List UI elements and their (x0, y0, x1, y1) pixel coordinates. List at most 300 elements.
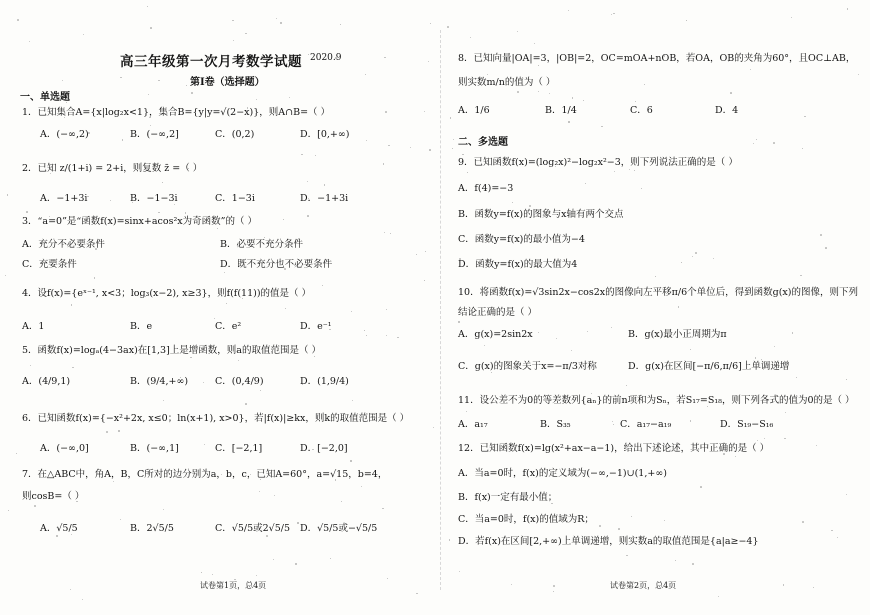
q8-option-c: C．6 (630, 105, 653, 116)
scan-noise-speck (846, 494, 847, 495)
scan-noise-speck (351, 311, 352, 312)
scan-noise-speck (425, 251, 426, 252)
scan-noise-speck (238, 360, 239, 361)
question-3: 3．“a=0”是“函数f(x)=sinx+acos²x为奇函数”的（ ） (22, 216, 258, 227)
scan-noise-speck (71, 304, 72, 305)
q3-option-a: A．充分不必要条件 (22, 239, 105, 250)
scan-noise-speck (314, 356, 315, 357)
scan-noise-speck (735, 456, 737, 458)
scan-noise-speck (385, 111, 387, 113)
scan-noise-speck (158, 212, 160, 214)
scan-noise-speck (245, 33, 246, 34)
scan-noise-speck (678, 306, 680, 308)
scan-noise-speck (549, 93, 550, 94)
scan-noise-speck (72, 367, 73, 368)
scan-noise-speck (384, 232, 385, 233)
q10-option-a: A．g(x)=2sin2x (458, 329, 533, 340)
q9-option-d: D．函数y=f(x)的最大值为4 (458, 259, 578, 270)
scan-noise-speck (553, 585, 555, 587)
scan-noise-speck (110, 200, 111, 201)
q11-option-c: C．a₁₇−a₁₉ (620, 419, 672, 430)
q7-option-d: D．√5/5或−√5/5 (300, 523, 378, 534)
scan-noise-speck (571, 350, 572, 351)
scan-noise-speck (260, 479, 261, 480)
page-divider (440, 30, 441, 590)
question-1: 1．已知集合A={x|log₂x<1}，集合B={y|y=√(2−x)}，则A∩B=（ ） (22, 107, 331, 118)
scan-noise-speck (8, 510, 9, 511)
scan-noise-speck (307, 215, 309, 217)
q2-option-c: C．1−3i (215, 193, 255, 204)
scan-noise-speck (260, 390, 261, 391)
scan-noise-speck (106, 113, 107, 114)
scan-noise-speck (858, 74, 860, 76)
q6-option-d: D．[−2,0] (300, 443, 348, 454)
question-5: 5．函数f(x)=logₐ(4−3ax)在[1,3]上是增函数，则a的取值范围是（ ） (22, 345, 321, 356)
scan-noise-speck (147, 6, 148, 7)
scan-noise-speck (778, 402, 779, 403)
scan-noise-speck (204, 444, 205, 445)
scan-noise-speck (120, 77, 122, 79)
scan-noise-speck (56, 535, 57, 536)
scan-noise-speck (250, 474, 251, 475)
q5-option-a: A．(4/9,1) (22, 376, 71, 387)
scan-noise-speck (64, 117, 65, 118)
scan-noise-speck (7, 194, 9, 196)
scan-noise-speck (106, 431, 108, 433)
scan-noise-speck (66, 102, 67, 103)
q8-option-a: A．1/6 (458, 105, 490, 116)
scan-noise-speck (224, 272, 225, 273)
scan-noise-speck (87, 196, 89, 198)
scan-noise-speck (750, 69, 751, 70)
scan-noise-speck (802, 148, 803, 149)
scan-noise-speck (315, 155, 316, 156)
q12-option-d: D．若f(x)在区间[2,+∞)上单调递增，则实数a的取值范围是{a|a≥−4} (458, 536, 759, 547)
scan-noise-speck (366, 140, 367, 141)
scan-noise-speck (618, 528, 620, 530)
scan-noise-speck (82, 599, 83, 600)
scan-noise-speck (534, 264, 535, 265)
q3-option-b: B．必要不充分条件 (220, 239, 303, 250)
scan-noise-speck (572, 97, 574, 99)
right-page-footer: 试卷第2页，总4页 (610, 581, 677, 590)
question-10: 10．将函数f(x)=√3sin2x−cos2x的图像向左平移π/6个单位后，得到函数g(x)的图像，则下列 (458, 287, 858, 298)
scan-noise-speck (133, 291, 134, 292)
scan-noise-speck (280, 22, 281, 23)
exam-title: 高三年级第一次月考数学试题 (120, 54, 302, 70)
scan-noise-speck (753, 143, 754, 144)
scan-noise-speck (214, 318, 215, 319)
scan-noise-speck (846, 379, 847, 380)
scan-noise-speck (730, 92, 732, 94)
scan-noise-speck (695, 252, 697, 254)
question-12: 12．已知函数f(x)=lg(x²+ax−a−1)，给出下述论述，其中正确的是（ ） (458, 443, 770, 454)
scan-noise-speck (796, 377, 797, 378)
scan-noise-speck (120, 519, 121, 520)
scan-noise-speck (264, 237, 265, 238)
scan-noise-speck (613, 13, 614, 14)
scan-noise-speck (813, 587, 814, 588)
scan-noise-speck (613, 424, 614, 425)
scan-noise-speck (297, 522, 298, 523)
scan-noise-speck (450, 117, 451, 118)
scan-noise-speck (335, 479, 336, 480)
scan-noise-speck (17, 19, 19, 21)
scan-noise-speck (761, 359, 762, 360)
q7-option-a: A．√5/5 (40, 523, 78, 534)
scan-noise-speck (23, 327, 24, 328)
scan-noise-speck (429, 149, 431, 151)
scan-noise-speck (330, 558, 331, 559)
scan-noise-speck (785, 412, 786, 413)
scan-noise-speck (285, 308, 286, 309)
scan-noise-speck (611, 14, 612, 15)
scan-noise-speck (681, 262, 682, 263)
scan-noise-speck (635, 101, 636, 102)
scan-noise-speck (335, 57, 336, 58)
scan-noise-speck (49, 216, 50, 217)
scan-noise-speck (386, 309, 387, 310)
scan-noise-speck (802, 521, 804, 523)
scan-noise-speck (756, 139, 757, 140)
scan-noise-speck (629, 169, 630, 170)
scan-noise-speck (641, 188, 642, 189)
scan-noise-speck (416, 593, 418, 595)
q6-option-b: B．(−∞,1] (130, 443, 179, 454)
scan-noise-speck (191, 92, 193, 94)
scan-noise-speck (453, 139, 454, 140)
scan-noise-speck (410, 147, 412, 149)
scan-noise-speck (568, 121, 569, 122)
scan-noise-speck (452, 148, 453, 149)
scan-noise-speck (180, 377, 181, 378)
scan-noise-speck (188, 168, 189, 169)
scan-noise-speck (631, 516, 632, 517)
scan-noise-speck (520, 242, 522, 244)
scan-noise-speck (634, 170, 635, 171)
scan-noise-speck (837, 537, 838, 538)
scan-noise-speck (424, 111, 425, 112)
q6-option-c: C．[−2,1] (215, 443, 263, 454)
question-8: 8．已知向量|OA|=3，|OB|=2，OC=mOA+nOB，若OA，OB的夹角为60°，且OC⊥AB， (458, 53, 856, 64)
scan-noise-speck (113, 481, 114, 482)
scan-noise-speck (62, 244, 64, 246)
scan-noise-speck (83, 34, 84, 35)
scan-noise-speck (88, 132, 90, 134)
scan-noise-speck (511, 584, 512, 585)
scan-noise-speck (272, 263, 273, 264)
q1-option-d: D．[0,+∞) (300, 129, 350, 140)
scan-noise-speck (847, 8, 848, 9)
scan-noise-speck (614, 171, 616, 173)
scan-noise-speck (692, 563, 694, 565)
scan-noise-speck (140, 295, 141, 296)
q11-option-d: D．S₁₉−S₁₆ (720, 419, 774, 430)
scan-noise-speck (470, 37, 471, 38)
scan-noise-speck (467, 172, 468, 173)
scan-noise-speck (428, 61, 429, 62)
scan-noise-speck (424, 280, 425, 281)
scan-noise-speck (506, 468, 508, 470)
scan-noise-speck (307, 181, 309, 183)
scan-noise-speck (784, 438, 786, 440)
scan-noise-speck (259, 491, 260, 492)
section-single-choice: 一、单选题 (20, 92, 70, 103)
scan-noise-speck (612, 421, 613, 422)
scan-noise-speck (447, 26, 449, 28)
scan-noise-speck (466, 411, 467, 412)
scan-noise-speck (295, 563, 296, 564)
scan-noise-speck (384, 57, 386, 59)
scan-noise-speck (820, 234, 822, 236)
scan-noise-speck (512, 202, 513, 203)
q7-option-c: C．√5/5或2√5/5 (215, 523, 290, 534)
scan-noise-speck (690, 420, 692, 422)
scan-noise-speck (538, 91, 539, 92)
scan-noise-speck (365, 74, 366, 75)
scan-noise-speck (774, 346, 775, 347)
question-11: 11．设公差不为0的等差数列{aₙ}的前n项和为Sₙ，若S₁₇=S₁₈，则下列各式的值为0的是（ ） (458, 395, 855, 406)
q6-option-a: A．(−∞,0] (40, 443, 89, 454)
scan-noise-speck (538, 332, 539, 333)
scan-noise-speck (585, 183, 586, 184)
scan-noise-speck (390, 233, 391, 234)
scan-noise-speck (791, 17, 792, 18)
scan-noise-speck (383, 163, 384, 164)
scan-noise-speck (382, 508, 383, 509)
q8-option-b: B．1/4 (545, 105, 577, 116)
q5-option-d: D．(1,9/4) (300, 376, 349, 387)
scan-noise-speck (273, 559, 274, 560)
scan-noise-speck (118, 430, 119, 431)
scan-noise-speck (162, 182, 163, 183)
q9-option-b: B．函数y=f(x)的图象与x轴有两个交点 (458, 209, 624, 220)
scan-noise-speck (386, 335, 387, 336)
scan-noise-speck (245, 403, 247, 405)
scan-noise-speck (324, 184, 325, 185)
scan-noise-speck (459, 571, 460, 572)
q11-option-a: A．a₁₇ (458, 419, 488, 430)
scan-noise-speck (174, 204, 175, 205)
scan-noise-speck (26, 211, 28, 213)
volume-label: 第Ⅰ卷（选择题） (190, 77, 265, 88)
scan-noise-speck (783, 584, 784, 585)
scan-noise-speck (76, 501, 78, 503)
q2-option-b: B．−1−3i (130, 193, 178, 204)
scan-noise-speck (816, 445, 817, 446)
scan-noise-speck (232, 20, 234, 22)
q10-option-b: B．g(x)最小正周期为π (628, 329, 727, 340)
scan-noise-speck (529, 205, 531, 207)
scan-noise-speck (242, 298, 243, 299)
q12-option-c: C．当a=0时，f(x)的值域为R； (458, 514, 594, 525)
q9-option-c: C．函数y=f(x)的最小值为−4 (458, 234, 585, 245)
scan-noise-speck (34, 505, 36, 507)
scan-noise-speck (800, 275, 802, 277)
scan-noise-speck (692, 256, 693, 257)
scan-noise-speck (201, 572, 202, 573)
scan-noise-speck (158, 80, 160, 82)
scan-noise-speck (686, 20, 687, 21)
scan-noise-speck (517, 31, 518, 32)
q4-option-c: C．e² (215, 321, 242, 332)
scan-noise-speck (266, 535, 268, 537)
scan-noise-speck (718, 596, 719, 597)
scan-noise-speck (274, 495, 275, 496)
scan-noise-speck (148, 94, 149, 95)
scan-noise-speck (163, 509, 164, 510)
scan-noise-speck (322, 285, 323, 286)
scan-noise-speck (583, 100, 584, 101)
q3-option-c: C．充要条件 (22, 259, 77, 270)
scan-noise-speck (5, 275, 6, 276)
scan-noise-speck (517, 91, 519, 93)
scan-noise-speck (289, 97, 290, 98)
scan-noise-speck (568, 10, 570, 12)
scan-noise-speck (276, 18, 277, 19)
scan-noise-speck (30, 365, 31, 366)
scan-noise-speck (247, 107, 248, 108)
q4-option-a: A．1 (22, 321, 45, 332)
scan-noise-speck (340, 24, 341, 25)
scan-noise-speck (203, 382, 204, 383)
scan-noise-speck (163, 400, 164, 401)
scan-noise-speck (553, 591, 554, 592)
scan-noise-speck (62, 80, 63, 81)
scan-noise-speck (655, 276, 656, 277)
scan-noise-speck (626, 555, 627, 556)
scan-noise-speck (94, 277, 95, 278)
q12-option-b: B．f(x)一定有最小值； (458, 492, 558, 503)
scan-noise-speck (601, 126, 603, 128)
q3-option-d: D．既不充分也不必要条件 (220, 259, 333, 270)
scan-noise-speck (366, 335, 367, 336)
scan-noise-speck (70, 589, 71, 590)
scan-noise-speck (587, 331, 588, 332)
q10-option-c: C．g(x)的图象关于x=−π/3对称 (458, 361, 597, 372)
scan-noise-speck (707, 406, 708, 407)
scan-noise-speck (122, 139, 123, 140)
q4-option-b: B．e (130, 321, 153, 332)
question-7-continued: 则cosB=（ ） (22, 491, 85, 502)
scan-noise-speck (29, 41, 30, 42)
scan-noise-speck (556, 338, 557, 339)
scan-noise-speck (551, 503, 553, 505)
scan-noise-speck (484, 345, 485, 346)
scan-noise-speck (329, 329, 330, 330)
q1-option-a: A．(−∞,2) (40, 129, 89, 140)
q1-option-b: B．(−∞,2] (130, 129, 179, 140)
question-4: 4．设f(x)={eˣ⁻¹, x<3；log₃(x−2), x≥3}，则f(f(11))的值是（ ） (22, 288, 312, 299)
scan-noise-speck (226, 303, 227, 304)
scan-noise-speck (416, 254, 417, 255)
scan-noise-speck (233, 40, 235, 42)
scan-noise-speck (361, 486, 362, 487)
q1-option-c: C．(0,2) (215, 129, 255, 140)
q2-option-d: D．−1+3i (300, 193, 349, 204)
scan-noise-speck (283, 219, 284, 220)
scan-noise-speck (185, 212, 187, 214)
scan-noise-speck (397, 337, 398, 338)
question-2: 2．已知 z/(1+i) = 2+i，则复数 z̄ =（ ） (22, 163, 203, 174)
scan-noise-speck (352, 400, 353, 401)
scan-noise-speck (149, 117, 151, 119)
q10-option-d: D．g(x)在区间[−π/6,π/6]上单调递增 (628, 361, 790, 372)
scan-noise-speck (804, 116, 805, 117)
scan-noise-speck (773, 142, 775, 144)
scan-noise-speck (256, 575, 257, 576)
scan-noise-speck (723, 453, 725, 455)
q5-option-b: B．(9/4,+∞) (130, 376, 189, 387)
scan-noise-speck (150, 27, 152, 29)
question-10-continued: 结论正确的是（ ） (458, 307, 538, 318)
scan-noise-speck (301, 154, 303, 156)
question-8-continued: 则实数m/n的值为（ ） (458, 77, 556, 88)
scan-noise-speck (664, 55, 665, 56)
scan-noise-speck (217, 228, 218, 229)
scan-noise-speck (308, 54, 309, 55)
scan-noise-speck (284, 268, 286, 270)
scan-noise-speck (364, 330, 365, 331)
q12-option-a: A．当a=0时，f(x)的定义域为(−∞,−1)∪(1,+∞) (458, 468, 667, 479)
scan-noise-speck (341, 501, 342, 502)
scan-noise-speck (700, 486, 702, 488)
q2-option-a: A．−1+3i (40, 193, 88, 204)
scan-noise-speck (831, 530, 832, 531)
scan-noise-speck (611, 327, 612, 328)
scan-noise-speck (534, 43, 535, 44)
scan-noise-speck (825, 247, 827, 249)
scan-noise-speck (459, 258, 461, 260)
scan-noise-speck (675, 560, 676, 561)
q7-option-b: B．2√5/5 (130, 523, 174, 534)
scan-noise-speck (644, 84, 645, 85)
scan-noise-speck (186, 85, 187, 86)
q11-option-b: B．S₃₅ (540, 419, 571, 430)
q5-option-c: C．(0,4/9) (215, 376, 264, 387)
exam-date: 2020.9 (310, 53, 342, 63)
scan-noise-speck (388, 145, 390, 147)
scan-noise-speck (430, 23, 431, 24)
scan-noise-speck (792, 332, 794, 334)
scan-noise-speck (690, 349, 691, 350)
scan-noise-speck (626, 385, 627, 386)
question-6: 6．已知函数f(x)={−x²+2x, x≤0；ln(x+1), x>0}，若|f(x)|≥kx，则k的取值范围是（ ） (22, 413, 410, 424)
scan-noise-speck (350, 460, 351, 461)
scan-noise-speck (599, 525, 601, 527)
scan-noise-speck (458, 321, 459, 322)
scan-noise-speck (256, 99, 257, 100)
scan-noise-speck (95, 248, 97, 250)
left-page-footer: 试卷第1页，总4页 (200, 581, 267, 590)
scan-noise-speck (713, 258, 714, 259)
scan-noise-speck (538, 65, 539, 66)
scan-noise-speck (433, 427, 434, 428)
scan-noise-speck (387, 578, 388, 579)
question-7: 7．在△ABC中，角A，B，C所对的边分别为a，b，c，已知A=60°，a=√15，b=4， (22, 469, 388, 480)
scan-noise-speck (212, 574, 213, 575)
section-multiple-choice: 二、多选题 (458, 137, 508, 148)
q9-option-a: A．f(4)=−3 (458, 183, 514, 194)
scan-noise-speck (287, 66, 288, 67)
q4-option-d: D．e⁻¹ (300, 321, 332, 332)
scan-noise-speck (449, 539, 450, 540)
scan-noise-speck (190, 357, 191, 358)
scan-noise-speck (664, 520, 665, 521)
scan-noise-speck (16, 453, 17, 454)
q8-option-d: D．4 (715, 105, 739, 116)
scan-noise-speck (145, 296, 146, 297)
